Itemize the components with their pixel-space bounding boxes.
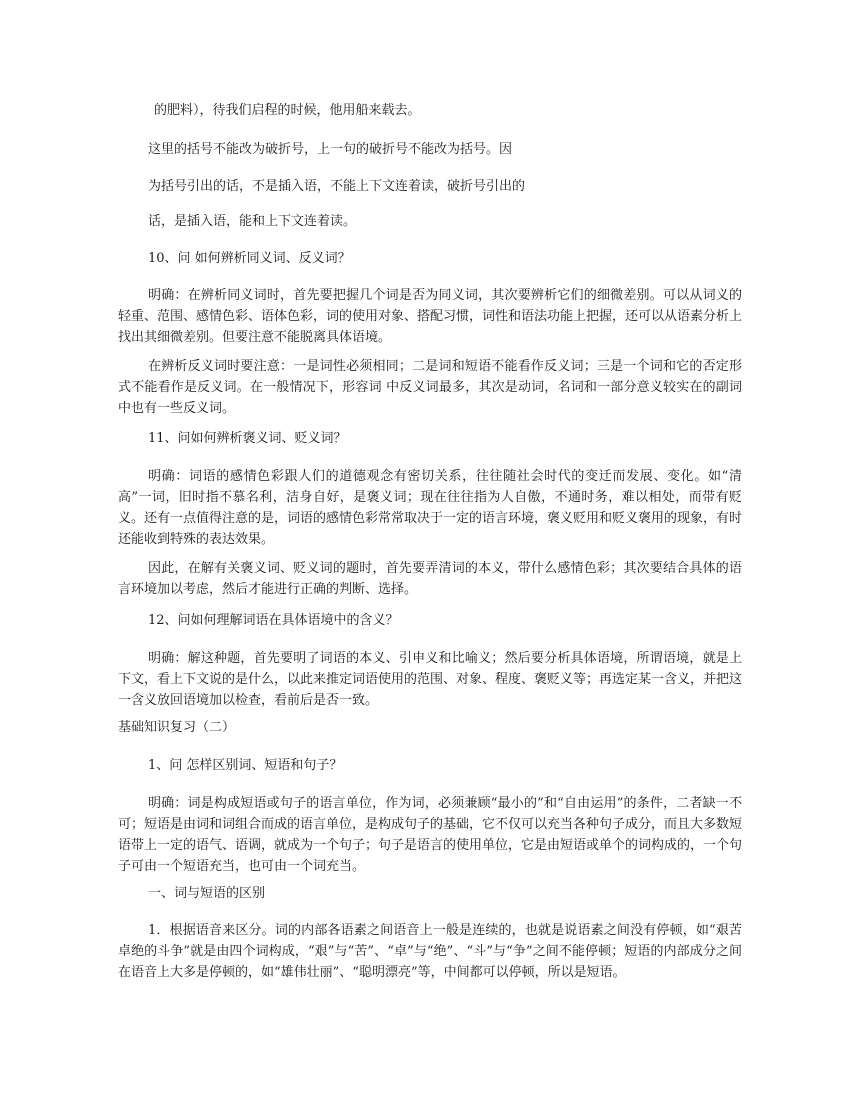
subsection-heading-word-vs-phrase: 一、词与短语的区别 (148, 886, 266, 901)
paragraph-bracket-note-line3: 话，是插入语，能和上下文连着读。 (148, 214, 357, 229)
point-1-phonetic-distinction: 1．根据语音来区分。词的内部各语素之间语音上一般是连续的，也就是说语素之间没有停顿，如“艰苦卓绝的斗争”就是由四个词构成，“艰”与“苦”、“卓”与“绝”、“斗”与“争”之间不能停顿；短语的内部成分之间在语音上大多是停顿的，如“雄伟壮丽”、“聪明漂亮”等，中间都可以停顿，所以是短语。 (118, 923, 742, 980)
question-10-heading: 10、问 如何辨析同义词、反义词？ (148, 251, 351, 266)
question-11-heading: 11、问如何辨析褒义词、贬义词？ (148, 431, 347, 446)
answer-11-sentiment: 明确：词语的感情色彩跟人们的道德观念有密切关系，往往随社会时代的变迁而发展、变化。如“清高”一词，旧时指不慕名利，洁身自好，是褒义词；现在往往指为人自傲，不通时务，难以相处，而带有贬义。还有一点值得注意的是，词语的感情色彩常常取决于一定的语言环境，褒义贬用和贬义褒用的现象，有时还能收到特殊的表达效果。 (118, 469, 743, 547)
answer-10-antonyms: 在辨析反义词时要注意：一是词性必须相同；二是词和短语不能看作反义词；三是一个词和它的否定形式不能看作是反义词。在一般情况下，形容词 中反义词最多，其次是动词，名词和一部分意义较实在的副词中也有一些反义词。 (118, 359, 742, 416)
answer-11-conclusion: 因此，在解有关褒义词、贬义词的题时，首先要弄清词的本义，带什么感情色彩；其次要结合具体的语言环境加以考虑，然后才能进行正确的判断、选择。 (118, 561, 742, 597)
question-1-heading: 1、问 怎样区别词、短语和句子？ (148, 758, 343, 773)
paragraph-bracket-note-line2: 为括号引出的话，不是插入语，不能上下文连着读，破折号引出的 (148, 179, 526, 194)
answer-10-synonyms: 明确：在辨析同义词时，首先要把握几个词是否为同义词，其次要辨析它们的细微差别。可以从词义的轻重、范围、感情色彩、语体色彩，词的使用对象、搭配习惯，词性和语法功能上把握，还可以从语素分析上找出其细微差别。但要注意不能脱离具体语境。 (118, 288, 743, 345)
paragraph-bracket-note-line1: 这里的括号不能改为破折号，上一句的破折号不能改为括号。因 (148, 142, 513, 157)
answer-1-words-phrases-sentences: 明确：词是构成短语或句子的语言单位，作为词，必须兼顾“最小的”和“自由运用”的条件，二者缺一不可；短语是由词和词组合而成的语言单位，是构成句子的基础，它不仅可以充当各种句子成分，而且大多数短语带上一定的语气、语调，就成为一个句子；句子是语言的使用单位，它是由短语或单个的词构成的，一个句子可由一个短语充当，也可由一个词充当。 (118, 796, 743, 874)
section-heading-review-2: 基础知识复习（二） (118, 720, 236, 735)
answer-12-context: 明确：解这种题，首先要明了词语的本义、引申义和比喻义；然后要分析具体语境，所谓语境，就是上下文，看上下文说的是什么，以此来推定词语使用的范围、对象、程度、褒贬义等；再选定某一含义，并把这一含义放回语境加以检查，看前后是否一致。 (118, 651, 743, 708)
paragraph-continuation: 的肥料），待我们启程的时候，他用船来载去。 (154, 103, 421, 118)
question-12-heading: 12、问如何理解词语在具体语境中的含义？ (148, 613, 399, 628)
